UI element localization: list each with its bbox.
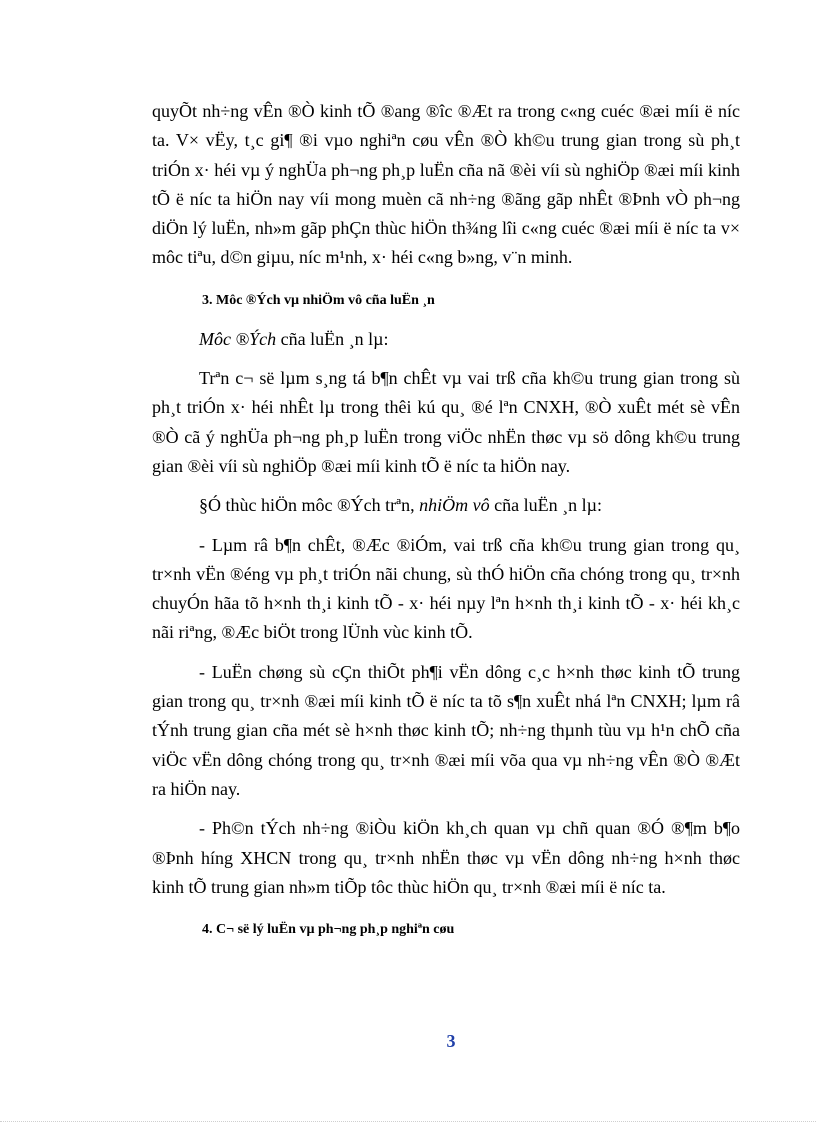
page-number: 3 — [446, 1031, 456, 1051]
purpose-term: Môc ®Ých — [199, 328, 277, 349]
tasks-term: nhiÖm vô — [419, 495, 490, 516]
tasks-lead-end: cña luËn ¸n lµ: — [489, 495, 602, 516]
paragraph-intro: quyÕt nh÷ng vÊn ®Ò kinh tÕ ®ang ®îc ®Æt ra trong c«ng cuéc ®æi míi ë níc ta. V× vËy, t¸c gi¶ ®i vµo nghiªn cøu vÊn ®Ò kh©u trung gian trong sù ph¸t triÓn x· héi vµ ý nghÜa ph¬ng ph¸p luËn cña nã ®èi víi sù nghiÖp ®æi míi kinh tÕ ë níc ta hiÖn nay víi mong muèn cã nh÷ng ®ãng gãp nhÊt ®Þnh vÒ ph¬ng diÖn lý luËn, nh»m gãp phÇn thùc hiÖn th¾ng lîi c«ng cuéc ®æi míi ë níc ta v× môc tiªu, d©n giµu, níc m¹nh, x· héi c«ng b»ng, v¨n minh. — [152, 101, 740, 268]
footer-divider — [0, 1121, 816, 1122]
purpose-lead-text: cña luËn ¸n lµ: — [276, 328, 389, 349]
task-item-2: - LuËn chøng sù cÇn thiÕt ph¶i vËn dông c¸c h×nh thøc kinh tÕ trung gian trong qu¸ tr×nh ®æi míi kinh tÕ ë níc ta tõ s¶n xuÊt nhá lªn CNXH; lµm râ tÝnh trung gian cña mét sè h×nh thøc kinh tÕ; nh÷ng thµnh tùu vµ h¹n chÕ cña viÖc vËn dông chóng trong qu¸ tr×nh ®æi míi võa qua vµ nh÷ng vÊn ®Ò ®Æt ra hiÖn nay. — [152, 661, 740, 799]
paragraph-purpose-lead — [152, 325, 740, 354]
paragraph-purpose: Trªn c¬ së lµm s¸ng tá b¶n chÊt vµ vai trß cña kh©u trung gian trong sù ph¸t triÓn x· héi nhÊt lµ trong thêi kú qu¸ ®é lªn CNXH, ®Ò xuÊt mét sè vÊn ®Ò cã ý nghÜa ph¬ng ph¸p luËn trong viÖc nhËn thøc vµ sö dông kh©u trung gian ®èi víi sù nghiÖp ®æi míi kinh tÕ ë níc ta hiÖn nay. — [152, 368, 740, 476]
document-body — [152, 97, 740, 940]
task-item-3: - Ph©n tÝch nh÷ng ®iÒu kiÖn kh¸ch quan vµ chñ quan ®Ó ®¶m b¶o ®Þnh híng XHCN trong qu¸ tr×nh nhËn thøc vµ vËn dông nh÷ng h×nh thøc kinh tÕ trung gian nh»m tiÕp tôc thùc hiÖn qu¸ tr×nh ®æi míi ë níc ta. — [152, 818, 740, 897]
tasks-lead-start: §Ó thùc hiÖn môc ®Ých trªn, — [199, 495, 420, 516]
section-heading-3: 3. Môc ®Ých vµ nhiÖm vô cña luËn ¸n — [202, 292, 435, 308]
section-heading-4: 4. C¬ së lý luËn vµ ph¬ng ph¸p nghiªn cøu — [202, 922, 455, 938]
paragraph-tasks-lead — [152, 491, 740, 520]
task-item-1: - Lµm râ b¶n chÊt, ®Æc ®iÓm, vai trß cña kh©u trung gian trong qu¸ tr×nh vËn ®éng vµ ph¸t triÓn nãi chung, sù thÓ hiÖn cña chóng trong qu¸ tr×nh chuyÓn hãa tõ h×nh th¸i kinh tÕ - x· héi nµy lªn h×nh th¸i kinh tÕ - x· héi kh¸c nãi riªng, ®Æc biÖt trong lÜnh vùc kinh tÕ. — [152, 534, 740, 643]
